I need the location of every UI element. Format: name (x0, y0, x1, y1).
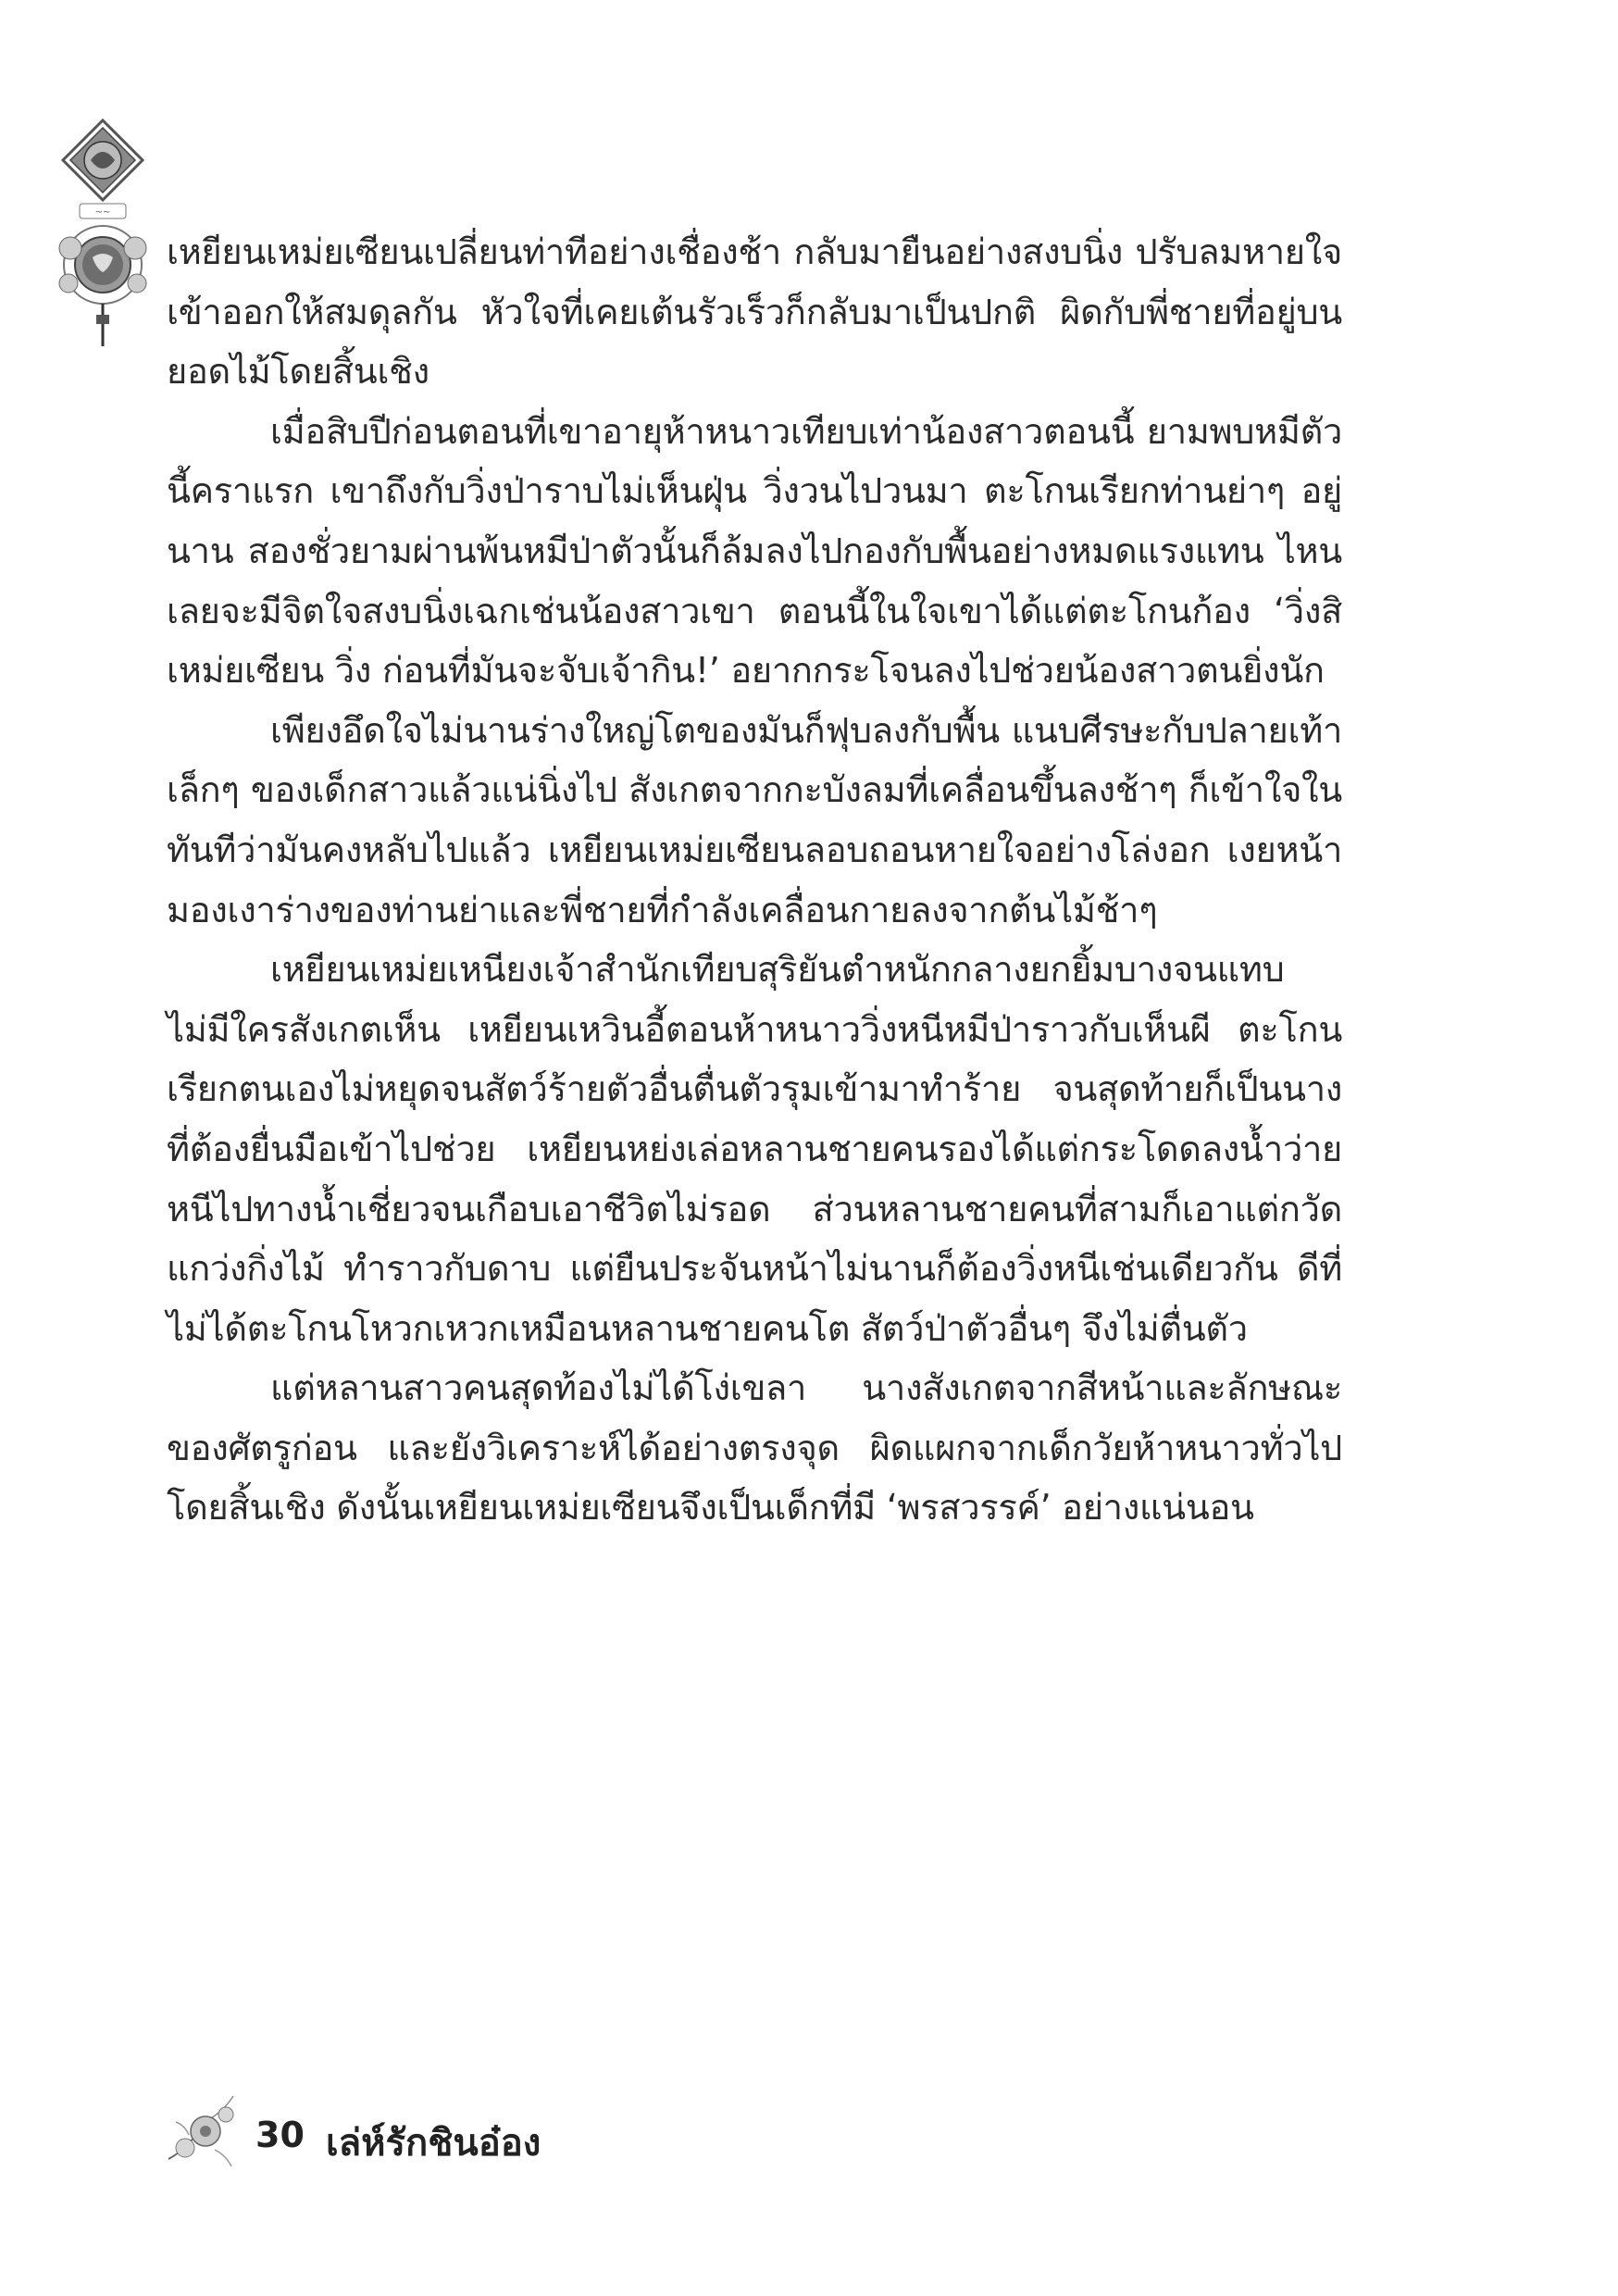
chinese-ornament-icon (33, 119, 172, 350)
paragraph-2: เมื่อสิบปีก่อนตอนที่เขาอายุห้าหนาวเทียบเท่าน้องสาวตอนนี้ ยามพบหมีตัวนี้คราแรก เขาถึงกับวิ่งป่าราบไม่เห็นฝุ่น วิ่งวนไปวนมา ตะโกนเรียกท่านย่าๆ อยู่นาน สองชั่วยามผ่านพ้นหมีป่าตัวนั้นก็ล้มลงไปกองกับพื้นอย่างหมดแรงแทน ไหนเลยจะมีจิตใจสงบนิ่งเฉกเช่นน้องสาวเขา ตอนนี้ในใจเขาได้แต่ตะโกนก้อง ‘วิ่งสิเหม่ยเซียน วิ่ง ก่อนที่มันจะจับเจ้ากิน!’ อยากกระโจนลงไปช่วยน้องสาวตนยิ่งนัก (167, 410, 1342, 692)
diamond-medallion-icon (63, 120, 143, 200)
paragraph-3: เพียงอึดใจไม่นานร่างใหญ่โตของมันก็ฟุบลงกับพื้น แนบศีรษะกับปลายเท้าเล็กๆ ของเด็กสาวแล้วแน่นิ่งไป สังเกตจากกะบังลมที่เคลื่อนขึ้นลงช้าๆ ก็เข้าใจในทันทีว่ามันคงหลับไปแล้ว เหยียนเหม่ยเซียนลอบถอนหายใจอย่างโล่งอก เงยหน้ามองเงาร่างของท่านย่าและพี่ชายที่กำลังเคลื่อนกายลงจากต้นไม้ช้าๆ (167, 709, 1342, 930)
body-text (167, 222, 1342, 1538)
page-footer (159, 2094, 807, 2177)
flower-icon (159, 2094, 248, 2177)
flower-medallion-icon (59, 226, 146, 304)
book-title: เล่ห์รักชินอ๋อง (326, 2122, 541, 2165)
page-number: 30 (255, 2115, 305, 2155)
svg-text:~~: ~~ (94, 207, 111, 218)
paragraph-5: แต่หลานสาวคนสุดท้องไม่ได้โง่เขลา นางสังเกตจากสีหน้าและลักษณะของศัตรูก่อน และยังวิเคราะห์ได้อย่างตรงจุด ผิดแผกจากเด็กวัยห้าหนาวทั่วไปโดยสิ้นเชิง ดังนั้นเหยียนเหม่ยเซียนจึงเป็นเด็กที่มี ‘พรสวรรค์’ อย่างแน่นอน (167, 1367, 1342, 1529)
paragraph-1: เหยียนเหม่ยเซียนเปลี่ยนท่าทีอย่างเชื่องช้า กลับมายืนอย่างสงบนิ่ง ปรับลมหายใจเข้าออกให้สมดุลกัน หัวใจที่เคยเต้นรัวเร็วก็กลับมาเป็นปกติ ผิดกับพี่ชายที่อยู่บนยอดไม้โดยสิ้นเชิง (167, 231, 1342, 393)
paragraph-4: เหยียนเหม่ยเหนียงเจ้าสำนักเทียบสุริยันตำหนักกลางยกยิ้มบางจนแทบไม่มีใครสังเกตเห็น เหยียนเหวินอี้ตอนห้าหนาววิ่งหนีหมีป่าราวกับเห็นผี ตะโกนเรียกตนเองไม่หยุดจนสัตว์ร้ายตัวอื่นตื่นตัวรุมเข้ามาทำร้าย จนสุดท้ายก็เป็นนางที่ต้องยื่นมือเข้าไปช่วย เหยียนหย่งเล่อหลานชายคนรองได้แต่กระโดดลงน้ำว่ายหนีไปทางน้ำเชี่ยวจนเกือบเอาชีวิตไม่รอด ส่วนหลานชายคนที่สามก็เอาแต่กวัดแกว่งกิ่งไม้ ทำราวกับดาบ แต่ยืนประจันหน้าไม่นานก็ต้องวิ่งหนีเช่นเดียวกัน ดีที่ไม่ได้ตะโกนโหวกเหวกเหมือนหลานชายคนโต สัตว์ป่าตัวอื่นๆ จึงไม่ตื่นตัว (167, 949, 1342, 1349)
